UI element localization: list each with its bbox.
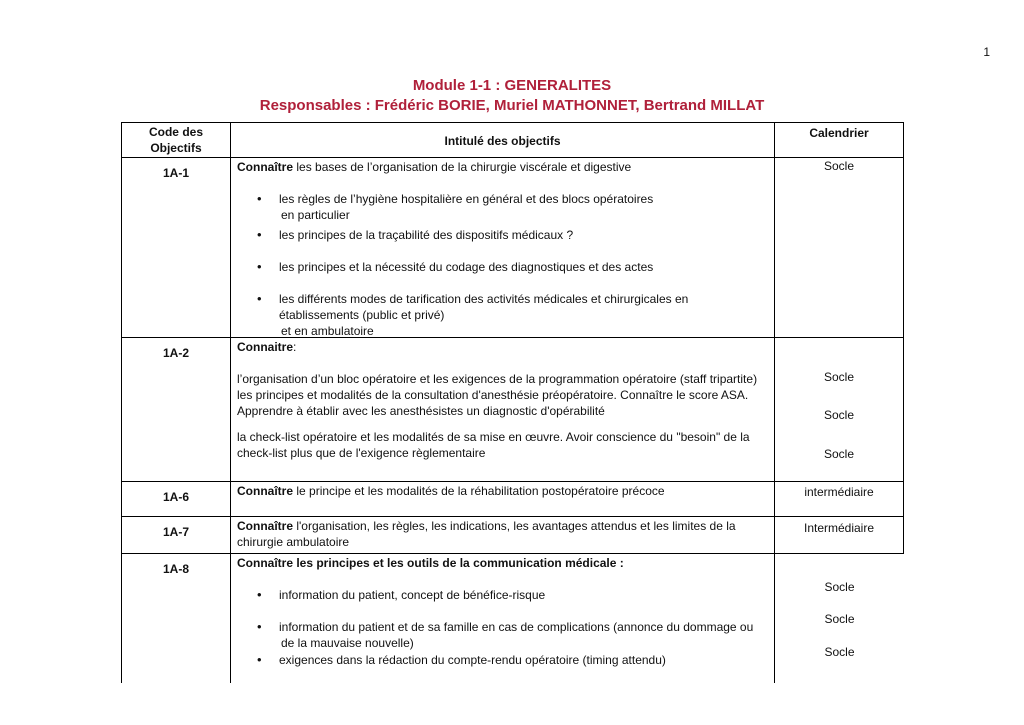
header-intitule: Intitulé des objectifs xyxy=(231,123,775,157)
calendrier-value: Socle xyxy=(823,408,855,422)
calendrier-value: Socle xyxy=(823,370,855,384)
objectives-table xyxy=(121,122,904,683)
objective-code: 1A-2 xyxy=(122,338,231,481)
objective-verb: Connaître xyxy=(237,160,294,174)
objective-text xyxy=(231,517,775,553)
calendrier-cell xyxy=(775,482,903,516)
objective-lead: les bases de l’organisation de la chirurgie viscérale et digestive xyxy=(293,160,632,174)
objective-lead: l'organisation, les règles, les indications, les avantages attendus et les limites de la chirurgie ambulatoire xyxy=(237,519,736,549)
calendrier-value: Intermédiaire xyxy=(803,521,875,535)
list-item-continuation: de la mauvaise nouvelle) xyxy=(281,636,414,650)
calendrier-cell xyxy=(775,517,903,553)
objective-code: 1A-6 xyxy=(122,482,231,516)
list-item: • les règles de l’hygiène hospitalière en général et des blocs opératoires xyxy=(237,191,768,207)
objective-text xyxy=(231,482,775,516)
calendrier-cell xyxy=(775,338,903,481)
objective-text xyxy=(231,158,775,337)
objective-verb: Connaître xyxy=(237,519,294,533)
table-row xyxy=(121,553,904,683)
objective-code: 1A-7 xyxy=(122,517,231,553)
list-item: • les principes et la nécessité du codage des diagnostiques et des actes xyxy=(237,259,768,275)
list-item: • les différents modes de tarification des activités médicales et chirurgicales en établissements (public et privé) xyxy=(237,291,768,323)
module-title: Module 1-1 : GENERALITES xyxy=(412,77,612,94)
list-item: • les principes de la traçabilité des dispositifs médicaux ? xyxy=(237,227,768,243)
list-item: • exigences dans la rédaction du compte-rendu opératoire (timing attendu) xyxy=(237,652,768,668)
objective-lead: Connaître les principes et les outils de la communication médicale : xyxy=(237,556,624,570)
calendrier-value: Socle xyxy=(824,580,855,594)
objective-verb: Connaître xyxy=(237,484,294,498)
objective-text xyxy=(231,338,775,481)
calendrier-value: Socle xyxy=(824,645,855,659)
objective-paragraph: la check-list opératoire et les modalités de sa mise en œuvre. Avoir conscience du "besoin" de la check-list plus que de l'exigence règlementaire xyxy=(237,430,750,460)
calendrier-cell xyxy=(775,554,904,683)
calendrier-value: intermédiaire xyxy=(804,485,874,499)
objective-code: 1A-1 xyxy=(122,158,231,337)
header-calendrier: Calendrier xyxy=(809,126,869,140)
calendrier-value: Socle xyxy=(824,612,855,626)
objective-code: 1A-8 xyxy=(122,554,231,683)
objective-lead: : xyxy=(293,340,297,354)
list-item-continuation: et en ambulatoire xyxy=(281,324,374,338)
objective-paragraph: l’organisation d’un bloc opératoire et les exigences de la programmation opératoire (staff tripartite) xyxy=(237,372,758,386)
list-item: • information du patient, concept de bénéfice-risque xyxy=(237,587,768,603)
module-responsables: Responsables : Frédéric BORIE, Muriel MATHONNET, Bertrand MILLAT xyxy=(259,97,765,114)
table-row xyxy=(121,516,904,553)
list-item: • information du patient et de sa famille en cas de complications (annonce du dommage ou xyxy=(237,619,768,635)
calendrier-cell xyxy=(775,158,903,337)
objective-verb: Connaitre xyxy=(237,340,294,354)
calendrier-value: Socle xyxy=(823,159,855,173)
table-row xyxy=(121,481,904,516)
calendrier-value: Socle xyxy=(823,447,855,461)
table-header-row xyxy=(121,122,904,157)
objective-paragraph: les principes et modalités de la consultation d'anesthésie préopératoire. Connaître le score ASA. Apprendre à établir avec les anesthésistes un diagnostic d'opérabilité xyxy=(237,388,749,418)
objective-lead: le principe et les modalités de la réhabilitation postopératoire précoce xyxy=(293,484,665,498)
objective-bullets xyxy=(237,191,768,339)
header-code: Code des Objectifs xyxy=(122,123,231,157)
table-row xyxy=(121,157,904,337)
table-row xyxy=(121,337,904,481)
objective-text xyxy=(231,554,775,683)
list-item-continuation: en particulier xyxy=(281,208,350,222)
page-number: 1 xyxy=(983,45,990,59)
objective-bullets xyxy=(237,587,768,668)
